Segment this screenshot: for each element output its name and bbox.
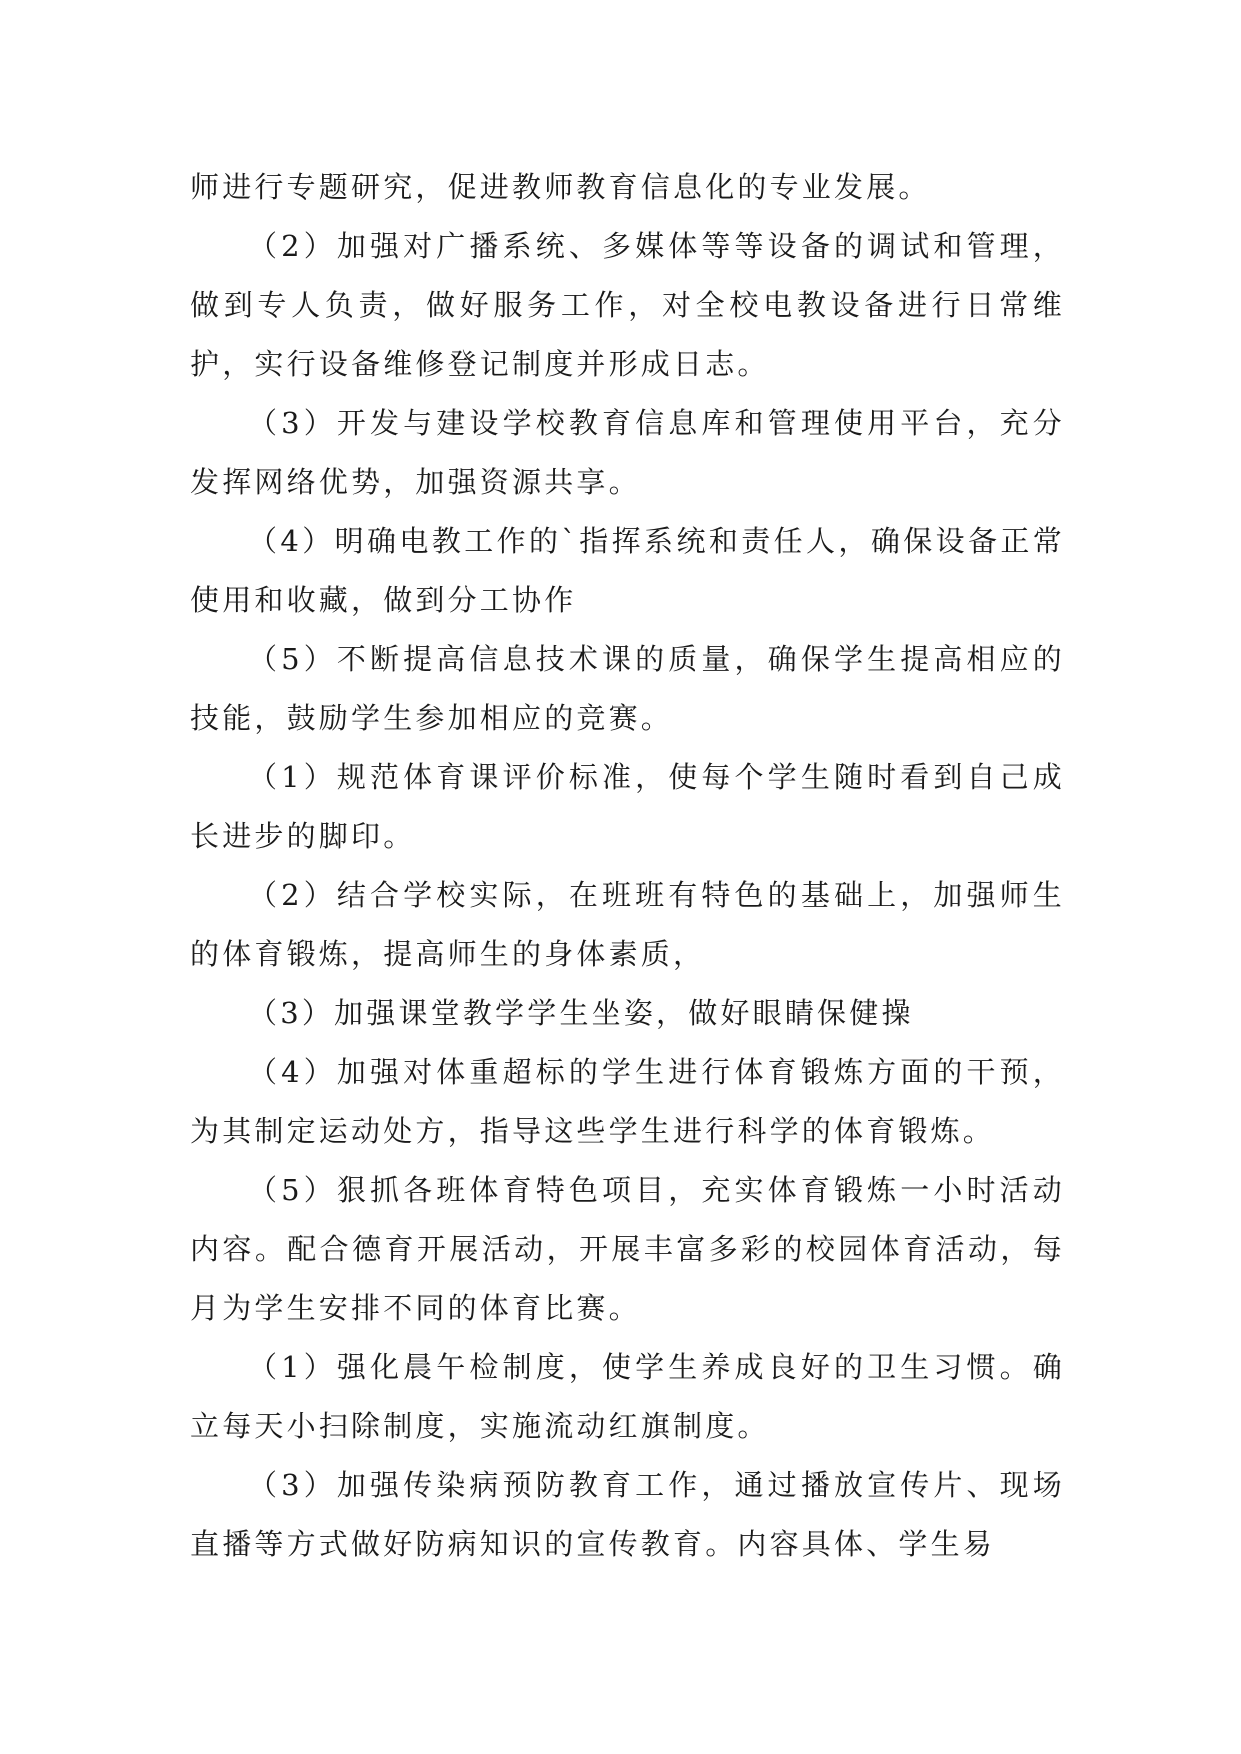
paragraph: （3）开发与建设学校教育信息库和管理使用平台，充分发挥网络优势，加强资源共享。 [190,406,1065,499]
document-body [190,158,1065,1574]
paragraph: （4）加强对体重超标的学生进行体育锻炼方面的干预，为其制定运动处方，指导这些学生进行科学的体育锻炼。 [190,1055,1065,1148]
paragraph: （4）明确电教工作的`指挥系统和责任人，确保设备正常使用和收藏，做到分工协作 [190,524,1065,617]
paragraph: （2）加强对广播系统、多媒体等等设备的调试和管理，做到专人负责，做好服务工作，对全校电教设备进行日常维护，实行设备维修登记制度并形成日志。 [190,229,1065,381]
paragraph: （5）不断提高信息技术课的质量，确保学生提高相应的技能，鼓励学生参加相应的竞赛。 [190,642,1065,735]
paragraph: （5）狠抓各班体育特色项目，充实体育锻炼一小时活动内容。配合德育开展活动，开展丰富多彩的校园体育活动，每月为学生安排不同的体育比赛。 [190,1173,1065,1325]
paragraph: （2）结合学校实际，在班班有特色的基础上，加强师生的体育锻炼，提高师生的身体素质， [190,878,1065,971]
paragraph: （1）强化晨午检制度，使学生养成良好的卫生习惯。确立每天小扫除制度，实施流动红旗制度。 [190,1350,1065,1443]
paragraph: 师进行专题研究，促进教师教育信息化的专业发展。 [190,170,931,204]
paragraph: （3）加强课堂教学学生坐姿，做好眼睛保健操 [248,996,914,1030]
paragraph: （3）加强传染病预防教育工作，通过播放宣传片、现场直播等方式做好防病知识的宣传教育。内容具体、学生易 [190,1468,1065,1561]
paragraph: （1）规范体育课评价标准，使每个学生随时看到自己成长进步的脚印。 [190,760,1065,853]
